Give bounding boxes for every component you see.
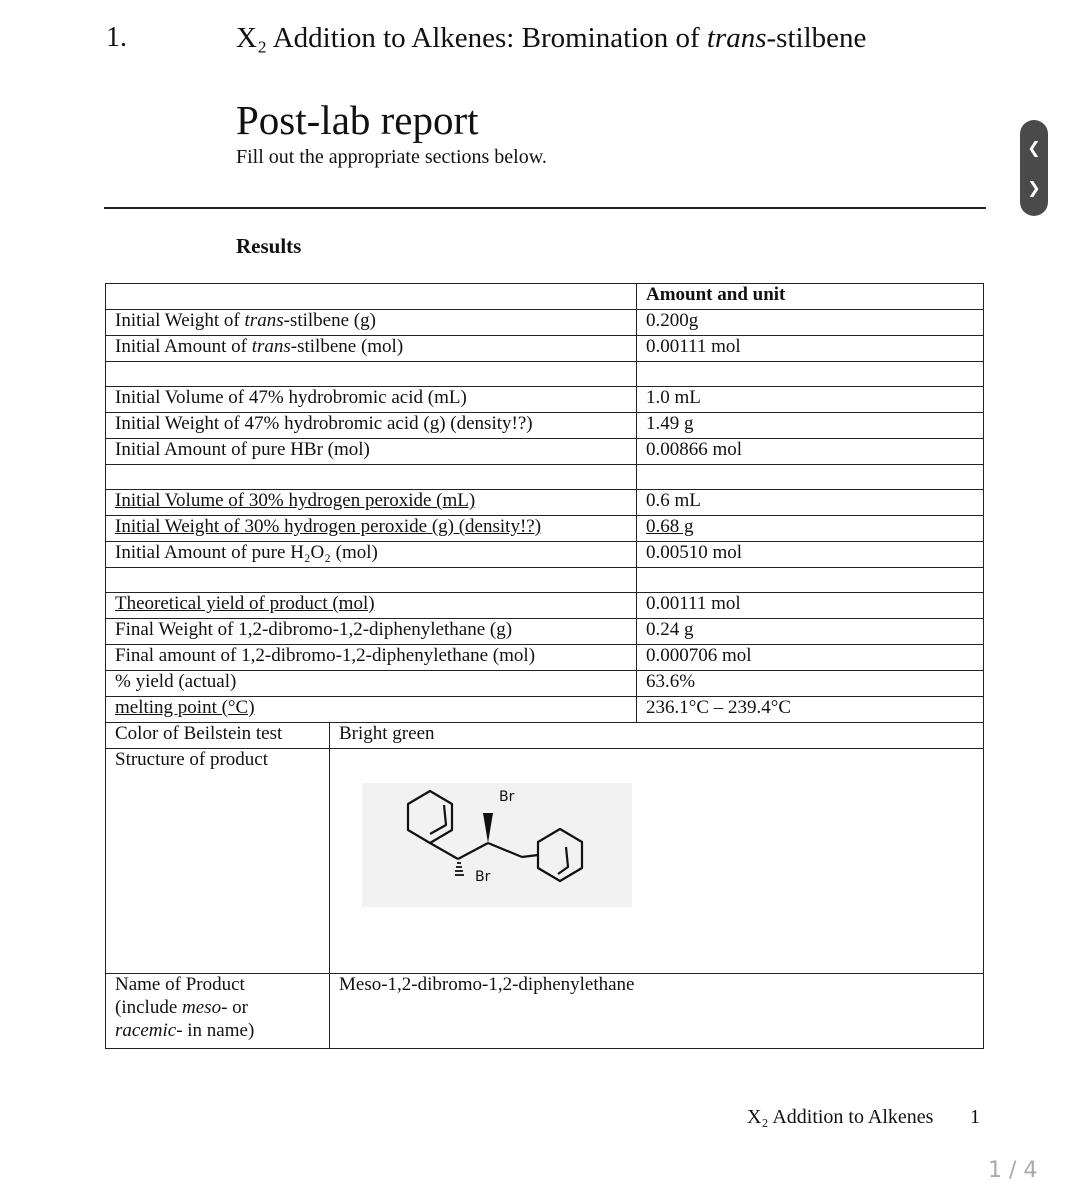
row-value: 0.6 mL <box>637 490 984 516</box>
bond-c1-c2 <box>458 843 488 859</box>
table-row <box>106 593 984 619</box>
footer-page-number: 1 <box>970 1106 980 1128</box>
row-label: Color of Beilstein test <box>106 723 330 749</box>
title-prefix: X₂ Addition to Alkenes: Bromination of <box>236 22 707 54</box>
table-header-row <box>106 284 984 310</box>
table-row <box>106 697 984 723</box>
table-row <box>106 387 984 413</box>
wedge-bond <box>483 813 493 843</box>
blank-cell <box>106 284 637 310</box>
spacer-row <box>106 568 984 593</box>
row-value: 0.200g <box>637 310 984 336</box>
row-label: Final Weight of 1,2-dibromo-1,2-diphenylethane (g) <box>106 619 637 645</box>
benzene-ring-left-inner <box>430 805 446 834</box>
spacer-row <box>106 465 984 490</box>
table-row <box>106 542 984 568</box>
row-label: Initial Amount of pure H₂O₂ (mol) <box>106 542 637 568</box>
table-row <box>106 645 984 671</box>
row-label: Theoretical yield of product (mol) <box>106 593 637 619</box>
report-instructions: Fill out the appropriate sections below. <box>236 146 547 168</box>
molecule-structure-image <box>362 783 632 907</box>
row-value: Meso-1,2-dibromo-1,2-diphenylethane <box>330 974 984 1049</box>
document-title <box>236 22 866 55</box>
row-value: 0.000706 mol <box>637 645 984 671</box>
row-label: Initial Amount of trans-stilbene (mol) <box>106 336 637 362</box>
table-row <box>106 490 984 516</box>
title-suffix: -stilbene <box>766 22 867 54</box>
row-label: Name of Product (include meso- or racemic- in name) <box>106 974 330 1049</box>
benzene-ring-right-inner <box>558 847 568 874</box>
bond-c2-to-ring <box>488 843 522 857</box>
row-value: 1.49 g <box>637 413 984 439</box>
product-name-row <box>106 974 984 1049</box>
row-label: Initial Volume of 30% hydrogen peroxide (mL) <box>106 490 637 516</box>
table-row <box>106 310 984 336</box>
horizontal-rule <box>104 207 986 209</box>
row-label: Initial Weight of trans-stilbene (g) <box>106 310 637 336</box>
molecule-drawing <box>362 783 632 907</box>
title-italic: trans <box>706 22 767 54</box>
table-row <box>106 723 984 749</box>
table-row <box>106 439 984 465</box>
chevron-down-icon[interactable]: ❯ <box>1027 178 1041 197</box>
bond-ring-to-c1 <box>430 843 458 859</box>
row-value: 0.00866 mol <box>637 439 984 465</box>
row-label: melting point (°C) <box>106 697 637 723</box>
row-label: Initial Weight of 47% hydrobromic acid (g) (density!?) <box>106 413 637 439</box>
amount-header: Amount and unit <box>637 284 984 310</box>
row-label: Structure of product <box>106 749 330 974</box>
row-label: Final amount of 1,2-dibromo-1,2-diphenylethane (mol) <box>106 645 637 671</box>
table-row <box>106 516 984 542</box>
bromine-bottom-label: Br <box>475 869 491 885</box>
table-row <box>106 671 984 697</box>
row-value: 0.00111 mol <box>637 593 984 619</box>
report-heading: Post-lab report <box>236 97 479 143</box>
table-row <box>106 619 984 645</box>
structure-cell <box>330 749 984 974</box>
structure-row <box>106 749 984 974</box>
question-number: 1. <box>106 22 127 53</box>
bond-link-right <box>522 855 538 857</box>
row-value: 0.00510 mol <box>637 542 984 568</box>
row-label: Initial Weight of 30% hydrogen peroxide (g) (density!?) <box>106 516 637 542</box>
row-value: 0.00111 mol <box>637 336 984 362</box>
results-table <box>105 283 984 1049</box>
chevron-up-icon[interactable]: ❮ <box>1027 138 1041 157</box>
table-row <box>106 336 984 362</box>
row-value: 0.68 g <box>637 516 984 542</box>
table-row <box>106 413 984 439</box>
footer-title: X₂ Addition to Alkenes <box>747 1106 934 1128</box>
row-value: 236.1°C – 239.4°C <box>637 697 984 723</box>
bromine-top-label: Br <box>499 789 515 805</box>
results-label: Results <box>236 234 302 258</box>
row-value: 0.24 g <box>637 619 984 645</box>
row-value: 63.6% <box>637 671 984 697</box>
hash-bond <box>455 863 464 875</box>
row-label: Initial Amount of pure HBr (mol) <box>106 439 637 465</box>
row-value: 1.0 mL <box>637 387 984 413</box>
row-label: % yield (actual) <box>106 671 637 697</box>
page-indicator: 1 / 4 <box>988 1158 1038 1183</box>
row-label: Initial Volume of 47% hydrobromic acid (mL) <box>106 387 637 413</box>
page-nav <box>1020 120 1048 216</box>
row-value: Bright green <box>330 723 984 749</box>
spacer-row <box>106 362 984 387</box>
